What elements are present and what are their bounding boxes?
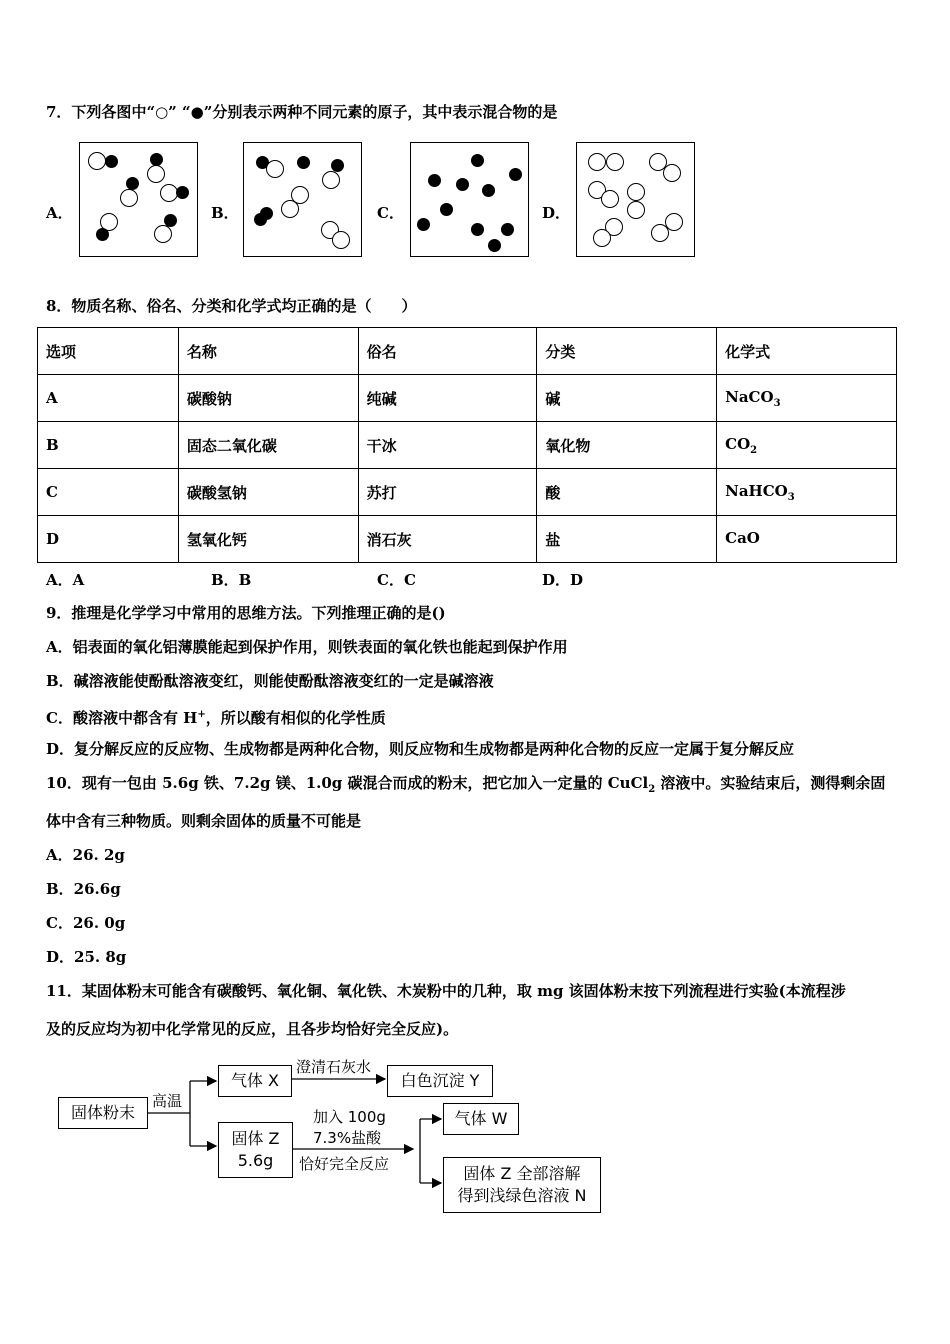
q8-answer-b: B．B xyxy=(211,571,252,589)
flow-label-limewater: 澄清石灰水 xyxy=(296,1058,372,1076)
formula-text: CO xyxy=(725,434,751,453)
formula-text: NaCO xyxy=(725,387,774,406)
table-cell: 盐 xyxy=(537,516,717,563)
q10-option-a: A．26. 2g xyxy=(46,846,125,864)
flow-result-line2: 得到浅绿色溶液 N xyxy=(457,1186,587,1205)
table-cell: B xyxy=(38,422,179,469)
q8-answer-d: D．D xyxy=(542,571,584,589)
q9-option-a: A．铝表面的氧化铝薄膜能起到保护作用，则铁表面的氧化铁也能起到保护作用 xyxy=(46,638,568,656)
flow-box-white-precipitate-y: 白色沉淀 Y xyxy=(387,1065,493,1097)
flow-box-solid-powder: 固体粉末 xyxy=(58,1097,148,1129)
q8-answer-c: C．C xyxy=(377,571,416,589)
formula-subscript: 3 xyxy=(787,491,795,503)
formula-subscript: 2 xyxy=(750,444,758,456)
q10-option-d: D．25. 8g xyxy=(46,948,127,966)
header-cell: 名称 xyxy=(178,328,358,375)
table-cell: 碳酸钠 xyxy=(178,375,358,422)
flow-label-complete-reaction: 恰好完全反应 xyxy=(299,1155,390,1173)
q7-option-c-label: C． xyxy=(377,204,404,222)
flow-box-result-solution-n xyxy=(443,1157,601,1213)
table-cell: 干冰 xyxy=(358,422,537,469)
flow-label-add-100g: 加入 100g xyxy=(313,1108,386,1126)
header-cell: 选项 xyxy=(38,328,179,375)
table-cell: 氢氧化钙 xyxy=(178,516,358,563)
flow-label-heat: 高温 xyxy=(152,1092,183,1110)
q11-stem-line1: 11．某固体粉末可能含有碳酸钙、氧化铜、氧化铁、木炭粉中的几种，取 mg 该固体粉末按下列流程进行实验(本流程涉 xyxy=(46,982,846,1000)
q10-stem-text-end: 溶液中。实验结束后，测得剩余固 xyxy=(655,774,886,792)
flow-label-hcl: 7.3%盐酸 xyxy=(313,1129,382,1147)
q7-option-b-label: B． xyxy=(211,204,239,222)
flow-box-solid-z xyxy=(218,1122,293,1178)
q7-stem: 7．下列各图中“○” “●”分别表示两种不同元素的原子，其中表示混合物的是 xyxy=(46,103,558,121)
flow-box-gas-w: 气体 W xyxy=(443,1103,519,1135)
table-cell: 氧化物 xyxy=(537,422,717,469)
q7-option-a-label: A． xyxy=(46,204,73,222)
q10-option-c: C．26. 0g xyxy=(46,914,126,932)
formula-text: NaHCO xyxy=(725,481,788,500)
formula-text: CaO xyxy=(725,528,760,547)
table-cell: C xyxy=(38,469,179,516)
table-cell: 纯碱 xyxy=(358,375,537,422)
table-cell: 苏打 xyxy=(358,469,537,516)
q9-option-d: D．复分解反应的反应物、生成物都是两种化合物，则反应物和生成物都是两种化合物的反应一定属于复分解反应 xyxy=(46,740,795,758)
header-cell: 化学式 xyxy=(717,328,897,375)
table-cell: 碱 xyxy=(537,375,717,422)
q9-option-c-superscript: + xyxy=(197,709,206,720)
q10-option-b: B．26.6g xyxy=(46,880,121,898)
q9-option-b: B．碱溶液能使酚酞溶液变红，则能使酚酞溶液变红的一定是碱溶液 xyxy=(46,672,494,690)
table-cell: A xyxy=(38,375,179,422)
q11-stem-line2: 及的反应均为初中化学常见的反应，且各步均恰好完全反应)。 xyxy=(46,1020,459,1038)
q9-option-c-text: C．酸溶液中都含有 H xyxy=(46,709,198,727)
q9-stem: 9．推理是化学学习中常用的思维方法。下列推理正确的是() xyxy=(46,604,446,622)
table-cell: 酸 xyxy=(537,469,717,516)
header-cell: 分类 xyxy=(537,328,717,375)
q10-stem-subscript: 2 xyxy=(648,784,656,795)
q7-option-d-label: D． xyxy=(542,204,571,222)
table-cell: 固态二氧化碳 xyxy=(178,422,358,469)
q9-option-c-text-end: ，所以酸有相似的化学性质 xyxy=(205,709,386,727)
formula-subscript: 3 xyxy=(773,397,781,409)
q10-stem-text: 10．现有一包由 5.6g 铁、7.2g 镁、1.0g 碳混合而成的粉末，把它加入一定量的 CuCl xyxy=(46,774,649,792)
flow-solid-z-name: 固体 Z xyxy=(231,1129,280,1148)
table-cell: 碳酸氢钠 xyxy=(178,469,358,516)
flow-box-gas-x: 气体 X xyxy=(218,1065,292,1097)
q8-answer-a: A．A xyxy=(46,571,85,589)
header-cell: 俗名 xyxy=(358,328,537,375)
flow-solid-z-mass: 5.6g xyxy=(237,1151,274,1170)
flow-result-line1: 固体 Z 全部溶解 xyxy=(463,1164,581,1183)
table-cell: 消石灰 xyxy=(358,516,537,563)
q8-stem: 8．物质名称、俗名、分类和化学式均正确的是（ ） xyxy=(46,297,417,315)
q10-stem-line2: 体中含有三种物质。则剩余固体的质量不可能是 xyxy=(46,812,362,830)
table-cell: D xyxy=(38,516,179,563)
